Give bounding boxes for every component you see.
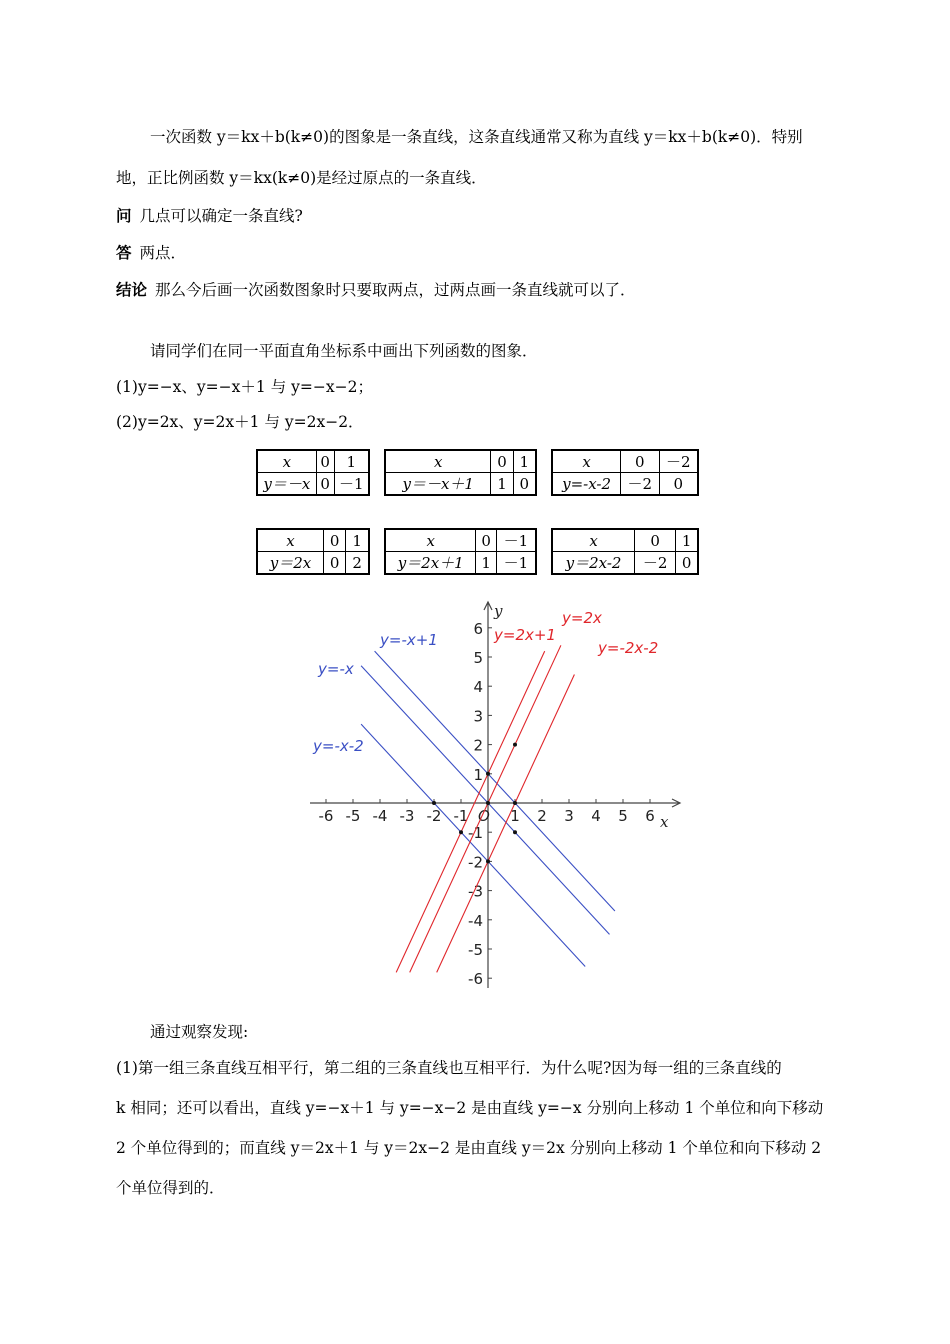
table-cell: 0 — [635, 529, 676, 552]
task-item-1: (1)y=−x、y=−x＋1 与 y=−x−2； — [116, 378, 373, 396]
linear-functions-graph — [308, 598, 690, 994]
question-label: 问 — [116, 207, 132, 225]
x-tick-label: 6 — [645, 807, 655, 825]
table-cell: 1 — [676, 529, 698, 552]
table-cell: 0 — [676, 552, 698, 575]
table-cell: 0 — [316, 450, 334, 473]
table-cell: 0 — [323, 552, 345, 575]
y-tick-label: 5 — [473, 649, 483, 667]
table-cell: 2 — [346, 552, 369, 575]
origin-label: O — [478, 807, 490, 825]
x-tick-label: -2 — [426, 807, 442, 825]
data-point — [513, 743, 517, 747]
x-tick-label: 4 — [591, 807, 601, 825]
x-tick-label: -5 — [345, 807, 361, 825]
table-cell: 0 — [659, 473, 698, 496]
y-tick-label: -2 — [468, 853, 483, 872]
answer-label: 答 — [116, 244, 132, 262]
y-tick-label: 4 — [473, 678, 483, 697]
table-cell: －2 — [659, 450, 698, 473]
task-intro: 请同学们在同一平面直角坐标系中画出下列函数的图象． — [150, 342, 538, 360]
y-tick-label: -3 — [468, 882, 483, 901]
conclusion-label: 结论 — [116, 281, 148, 299]
observe-paragraph-3: 2 个单位得到的；而直线 y＝2x＋1 与 y＝2x−2 是由直线 y＝2x 分别向上移动 1 个单位和向下移动 2 — [116, 1139, 822, 1157]
y-tick-label: -1 — [468, 824, 483, 843]
x-axis-label: x — [660, 813, 669, 831]
y-tick-label: 1 — [473, 765, 483, 784]
table-cell: 1 — [513, 450, 536, 473]
answer — [116, 243, 186, 263]
value-table-4 — [256, 528, 370, 575]
table-cell: 1 — [334, 450, 369, 473]
intro-line-2: 地，正比例函数 y＝kx(k≠0)是经过原点的一条直线． — [116, 169, 487, 187]
table-header-x: x — [257, 450, 316, 473]
table-cell: －2 — [621, 473, 659, 496]
x-tick-label: -3 — [399, 807, 415, 825]
question — [116, 206, 303, 226]
data-point — [459, 830, 463, 834]
value-table-6 — [551, 528, 699, 575]
table-cell: －1 — [496, 552, 536, 575]
x-tick-label: -1 — [453, 807, 469, 825]
table-cell: 1 — [476, 552, 496, 575]
table-cell: 0 — [323, 529, 345, 552]
x-tick-label: -6 — [318, 807, 334, 825]
series-line-3 — [361, 724, 585, 966]
y-tick-label: -4 — [468, 911, 483, 930]
table-cell: －1 — [496, 529, 536, 552]
value-table-5 — [384, 528, 537, 575]
data-point — [486, 801, 490, 805]
y-tick-label: -6 — [468, 970, 483, 989]
table-header-x: x — [552, 450, 621, 473]
table-function: y＝2x — [257, 552, 323, 575]
task-item-2: (2)y=2x、y=2x＋1 与 y=2x−2． — [116, 413, 364, 431]
table-header-x: x — [385, 529, 476, 552]
x-tick-label: 1 — [510, 807, 520, 825]
table-cell: 0 — [476, 529, 496, 552]
data-point — [513, 801, 517, 805]
table-function: y=-x-2 — [552, 473, 621, 496]
value-table-2 — [384, 449, 537, 496]
table-cell: 0 — [513, 473, 536, 496]
table-cell: 0 — [316, 473, 334, 496]
data-point — [486, 772, 490, 776]
value-table-1 — [256, 449, 370, 496]
series-label: y=2x — [562, 609, 602, 627]
value-table-3 — [551, 449, 699, 496]
table-function: y＝－x＋1 — [385, 473, 491, 496]
data-point — [432, 801, 436, 805]
observe-intro: 通过观察发现: — [150, 1023, 249, 1041]
x-tick-label: 5 — [618, 807, 628, 825]
table-cell: 1 — [346, 529, 369, 552]
y-tick-label: 2 — [473, 736, 483, 755]
observe-paragraph-4: 个单位得到的． — [116, 1179, 225, 1197]
x-tick-label: 3 — [564, 807, 574, 825]
question-text: 几点可以确定一条直线? — [139, 207, 303, 225]
table-cell: －2 — [635, 552, 676, 575]
x-tick-label: 2 — [537, 807, 547, 825]
x-tick-label: -4 — [372, 807, 388, 825]
data-point — [513, 830, 517, 834]
table-function: y＝－x — [257, 473, 316, 496]
intro-line-1: 一次函数 y＝kx＋b(k≠0)的图象是一条直线，这条直线通常又称为直线 y＝kx＋b(k≠0)．特别 — [150, 128, 803, 146]
table-function: y＝2x-2 — [552, 552, 635, 575]
table-header-x: x — [385, 450, 491, 473]
series-label: y=-2x-2 — [598, 639, 659, 657]
table-function: y＝2x＋1 — [385, 552, 476, 575]
series-label: y=-x+1 — [380, 631, 438, 649]
y-tick-label: 3 — [473, 707, 483, 726]
answer-text: 两点． — [139, 244, 187, 262]
table-cell: 0 — [491, 450, 513, 473]
conclusion — [116, 280, 636, 300]
observe-paragraph-2: k 相同；还可以看出，直线 y=−x＋1 与 y=−x−2 是由直线 y=−x 分别向上移动 1 个单位和向下移动 — [116, 1099, 824, 1117]
y-axis-label: y — [494, 602, 503, 620]
table-cell: －1 — [334, 473, 369, 496]
series-label: y=-x — [318, 660, 354, 678]
y-tick-label: -5 — [468, 941, 483, 959]
observe-paragraph-1: (1)第一组三条直线互相平行，第二组的三条直线也互相平行．为什么呢?因为每一组的三条直线的 — [116, 1059, 782, 1077]
series-line-1 — [372, 651, 615, 911]
data-point — [486, 859, 490, 863]
series-label: y=2x+1 — [494, 626, 556, 644]
conclusion-text: 那么今后画一次函数图象时只要取两点，过两点画一条直线就可以了． — [155, 281, 636, 299]
table-header-x: x — [552, 529, 635, 552]
series-line-2 — [361, 666, 609, 935]
table-cell: 0 — [621, 450, 659, 473]
y-tick-label: 6 — [473, 619, 483, 638]
table-cell: 1 — [491, 473, 513, 496]
table-header-x: x — [257, 529, 323, 552]
series-label: y=-x-2 — [313, 737, 364, 755]
